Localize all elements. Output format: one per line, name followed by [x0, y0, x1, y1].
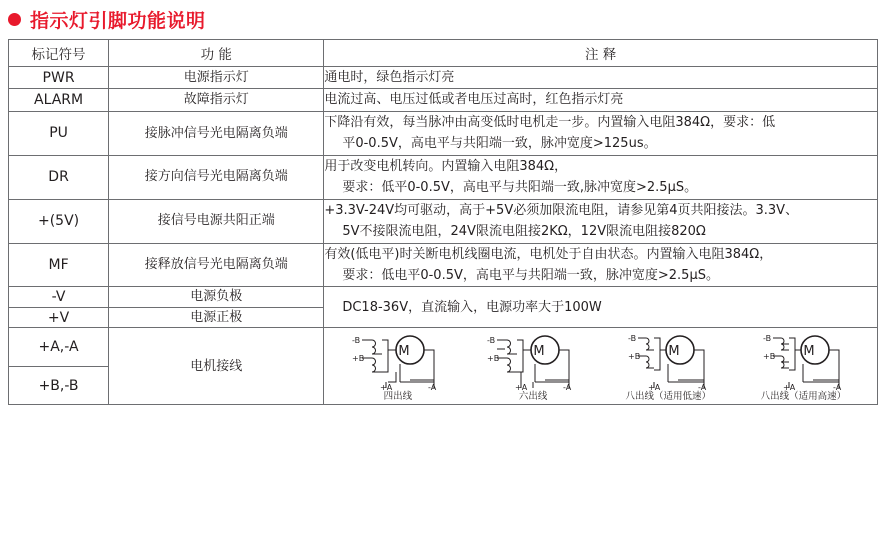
svg-text:+A: +A — [515, 383, 528, 391]
table-row — [9, 67, 878, 89]
pin-note-line: 有效(低电平)时关断电机线圈电流，电机处于自由状态。内置输入电阻384Ω， — [324, 246, 773, 262]
pin-symbol: +A,-A — [9, 328, 109, 367]
table-row — [9, 111, 878, 155]
pin-function: 电机接线 — [109, 328, 324, 405]
svg-text:-B: -B — [351, 336, 361, 346]
svg-text:-A: -A — [563, 383, 572, 391]
svg-text:-B: -B — [628, 334, 637, 344]
svg-text:+B: +B — [487, 354, 500, 364]
svg-text:-A: -A — [698, 383, 707, 391]
pin-function: 电源指示灯 — [109, 67, 324, 89]
pin-note-line: 通电时，绿色指示灯亮 — [324, 70, 455, 85]
motor-wiring-diagrams — [324, 328, 878, 405]
pin-function-table — [8, 39, 878, 405]
svg-text:+A: +A — [379, 383, 393, 391]
table-row — [9, 89, 878, 111]
pin-function: 接信号电源共阳正端 — [109, 199, 324, 243]
pin-note-line: 5V不接限流电阻，24V限流电阻接2KΩ，12V限流电阻接820Ω — [342, 224, 706, 240]
pin-symbol: +V — [9, 307, 109, 328]
wiring-diagram-6wire — [473, 328, 593, 404]
svg-text:+B: +B — [628, 352, 641, 362]
wiring-diagram-4wire — [338, 328, 458, 404]
svg-text:-B: -B — [763, 334, 772, 344]
pin-note-line: 要求：低电平0-0.5V，高电平与共阳端一致，脉冲宽度>2.5μS。 — [342, 267, 719, 283]
header-symbol: 标记符号 — [9, 40, 109, 67]
pin-note-line: 平0-0.5V，高电平与共阳端一致，脉冲宽度>125us。 — [342, 136, 657, 152]
wiring-diagram-8wire-high — [743, 328, 863, 404]
svg-text:+B: +B — [763, 352, 776, 362]
pin-note — [324, 67, 878, 89]
pin-note — [324, 155, 878, 199]
pin-function: 电源正极 — [109, 307, 324, 328]
svg-text:-A: -A — [427, 383, 437, 391]
svg-text:M: M — [803, 344, 815, 360]
svg-text:M: M — [668, 344, 680, 360]
table-row — [9, 243, 878, 287]
pin-symbol: ALARM — [9, 89, 109, 111]
pin-note — [324, 243, 878, 287]
pin-function: 接脉冲信号光电隔离负端 — [109, 111, 324, 155]
pin-symbol: PWR — [9, 67, 109, 89]
pin-note-line: 电流过高、电压过低或者电压过高时，红色指示灯亮 — [324, 92, 624, 108]
pin-symbol: PU — [9, 111, 109, 155]
pin-note — [324, 111, 878, 155]
pin-function: 接方向信号光电隔离负端 — [109, 155, 324, 199]
pin-symbol: +B,-B — [9, 366, 109, 405]
pin-function: 接释放信号光电隔离负端 — [109, 243, 324, 287]
bullet-icon — [8, 13, 21, 26]
svg-text:M: M — [533, 344, 545, 360]
wiring-diagram-8wire-low-svg — [608, 328, 728, 390]
wiring-caption: 四出线 — [383, 391, 413, 403]
pin-function: 电源负极 — [109, 287, 324, 308]
pin-note-line: 要求：低平0-0.5V，高电平与共阳端一致,脉冲宽度>2.5μS。 — [342, 180, 698, 196]
wiring-caption: 八出线（适用低速） — [625, 391, 711, 403]
pin-symbol: DR — [9, 155, 109, 199]
svg-text:+A: +A — [783, 383, 796, 391]
pin-function: 故障指示灯 — [109, 89, 324, 111]
svg-text:-B: -B — [487, 336, 496, 346]
table-row — [9, 328, 878, 367]
section-title — [0, 0, 886, 39]
pin-symbol: +(5V) — [9, 199, 109, 243]
page-title: 指示灯引脚功能说明 — [30, 10, 206, 32]
wiring-caption: 八出线（适用高速） — [760, 391, 847, 403]
wiring-caption: 六出线 — [518, 391, 548, 403]
table-row — [9, 155, 878, 199]
header-function: 功 能 — [109, 40, 324, 67]
table-row — [9, 199, 878, 243]
pin-note-line: +3.3V-24V均可驱动，高于+5V必须加限流电阻，请参见第4页共阳接法。3.3V、 — [324, 202, 799, 218]
wiring-diagram-8wire-low — [608, 328, 728, 404]
table-row — [9, 287, 878, 308]
wiring-diagram-4wire-svg — [338, 328, 458, 390]
header-note: 注 释 — [324, 40, 878, 67]
svg-text:M: M — [398, 344, 410, 360]
wiring-diagram-8wire-high-svg — [743, 328, 863, 390]
power-note: DC18-36V，直流输入，电源功率大于100W — [324, 287, 878, 328]
table-header-row — [9, 40, 878, 67]
pin-note-line: 下降沿有效，每当脉冲由高变低时电机走一步。内置输入电阻384Ω，要求：低 — [324, 114, 776, 130]
pin-note — [324, 89, 878, 111]
pin-symbol: -V — [9, 287, 109, 308]
svg-text:-A: -A — [833, 383, 842, 391]
pin-symbol: MF — [9, 243, 109, 287]
svg-text:+A: +A — [648, 383, 661, 391]
svg-text:+B: +B — [351, 354, 365, 364]
wiring-diagram-6wire-svg — [473, 328, 593, 390]
pin-note — [324, 199, 878, 243]
pin-note-line: 用于改变电机转向。内置输入电阻384Ω， — [324, 158, 568, 174]
